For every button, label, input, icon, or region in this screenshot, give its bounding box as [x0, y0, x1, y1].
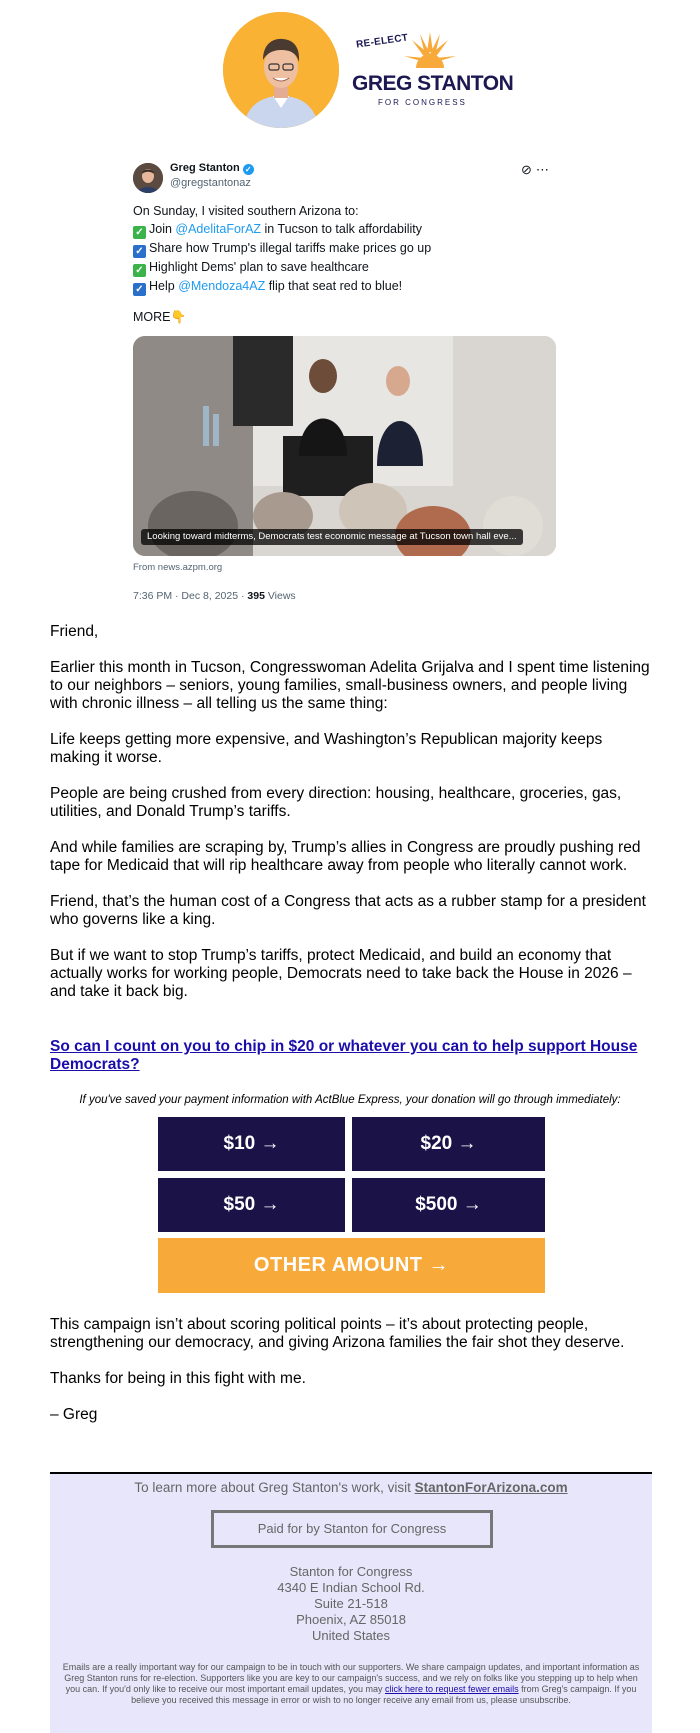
- paragraph: This campaign isn’t about scoring political points – it’s about protecting people, strengthening our democracy, and giving Arizona families the fair shot they deserve.: [50, 1316, 625, 1351]
- verified-badge-icon: ✓: [243, 164, 254, 175]
- grok-icon[interactable]: ⊘: [521, 162, 536, 177]
- donate-50-button[interactable]: $50 →: [158, 1178, 345, 1232]
- letter-body: [50, 623, 655, 1019]
- tweet-timestamp[interactable]: 7:36 PM · Dec 8, 2025 · 395 Views: [133, 590, 296, 602]
- tweet-author-name[interactable]: Greg Stanton: [170, 162, 240, 174]
- campaign-logo: [350, 30, 514, 110]
- checkbox-icon: ✓: [133, 283, 146, 296]
- tweet-item: ✓ Help @Mendoza4AZ flip that seat red to blue!: [133, 277, 553, 296]
- mailing-address: Stanton for Congress 4340 E Indian School Rd. Suite 21-518 Phoenix, AZ 85018 United States: [277, 1564, 425, 1643]
- letter-closing: [50, 1316, 660, 1442]
- paid-for-disclaimer: Paid for by Stanton for Congress: [211, 1510, 493, 1548]
- logo-subtitle: FOR CONGRESS: [378, 98, 467, 107]
- mention-link[interactable]: @AdelitaForAZ: [175, 222, 262, 236]
- email-header: [0, 0, 700, 140]
- pointing-down-icon: 👇: [170, 310, 187, 324]
- email-footer: [50, 1472, 652, 1733]
- actblue-express-note: If you've saved your payment information with ActBlue Express, your donation will go through immediately:: [79, 1094, 621, 1106]
- paragraph: Life keeps getting more expensive, and Washington’s Republican majority keeps making it worse.: [50, 731, 603, 766]
- tweet-item: ✓ Join @AdelitaForAZ in Tucson to talk affordability: [133, 220, 553, 239]
- tweet-actions: [521, 162, 553, 178]
- card-image[interactable]: [133, 336, 556, 556]
- paragraph: Friend, that’s the human cost of a Congress that acts as a rubber stamp for a president who governs like a king.: [50, 893, 646, 928]
- tweet-item: ✓ Share how Trump's illegal tariffs make prices go up: [133, 239, 553, 258]
- sun-icon: [402, 30, 458, 70]
- checkbox-icon: ✓: [133, 245, 146, 258]
- paragraph: And while families are scraping by, Trump’s allies in Congress are proudly pushing red tape for Medicaid that will rip healthcare away from people who literally cannot work.: [50, 839, 641, 874]
- paragraph: But if we want to stop Trump’s tariffs, protect Medicaid, and build an economy that actually works for working people, Democrats need to take back the House in 2026 – and take it back big.: [50, 947, 632, 1000]
- tweet-avatar[interactable]: [133, 163, 163, 193]
- view-count: 395: [247, 590, 265, 602]
- candidate-photo: [223, 12, 339, 128]
- tweet-author[interactable]: [170, 162, 254, 175]
- donate-20-button[interactable]: $20 →: [352, 1117, 545, 1171]
- website-link[interactable]: StantonForArizona.com: [414, 1480, 568, 1495]
- card-source[interactable]: From news.azpm.org: [133, 562, 223, 573]
- link-card[interactable]: [133, 336, 556, 556]
- tweet-handle[interactable]: @gregstantonaz: [170, 177, 251, 189]
- fewer-emails-link[interactable]: click here to request fewer emails: [385, 1684, 519, 1694]
- tweet-item: ✓ Highlight Dems' plan to save healthcare: [133, 258, 553, 277]
- learn-more: To learn more about Greg Stanton's work, visit StantonForArizona.com: [134, 1480, 568, 1495]
- card-caption[interactable]: Looking toward midterms, Democrats test economic message at Tucson town hall eve...: [141, 529, 523, 545]
- greeting: Friend,: [50, 623, 99, 640]
- mention-link[interactable]: @Mendoza4AZ: [178, 279, 266, 293]
- check-mark-icon: ✓: [133, 226, 146, 239]
- logo-reelect: RE-ELECT: [355, 32, 409, 51]
- donate-other-amount-button[interactable]: OTHER AMOUNT →: [158, 1238, 545, 1293]
- donate-10-button[interactable]: $10 →: [158, 1117, 345, 1171]
- more-options-icon[interactable]: ⋯: [535, 162, 553, 177]
- signature: – Greg: [50, 1406, 98, 1423]
- donate-500-button[interactable]: $500 →: [352, 1178, 545, 1232]
- check-mark-icon: ✓: [133, 264, 146, 277]
- paragraph: Thanks for being in this fight with me.: [50, 1370, 306, 1387]
- fine-print: Emails are a really important way for our campaign to be in touch with our supporters. We share campaign updates, and important information as Greg Stanton runs for re-election. Supporters like you are key to our campaign's success, and we rely on folks like you stepping up to help when you can. If you'd only like to receive our most important email updates, you may click here to request fewer emails from Greg's campaign. If you believe you received this message in error or wish to no longer receive any email from us, please unsubscribe.: [62, 1662, 640, 1705]
- donation-ask-link[interactable]: So can I count on you to chip in $20 or whatever you can to help support House Democrats?: [50, 1038, 638, 1073]
- embedded-tweet[interactable]: [123, 150, 568, 602]
- paragraph: Earlier this month in Tucson, Congresswoman Adelita Grijalva and I spent time listening to our neighbors – seniors, young families, small-business owners, and people living with chronic illness – all telling us the same thing:: [50, 659, 650, 712]
- logo-name: GREG STANTON: [352, 72, 514, 95]
- tweet-intro: On Sunday, I visited southern Arizona to:: [133, 204, 359, 218]
- tweet-text: [133, 202, 553, 296]
- tweet-more: MORE👇: [133, 310, 187, 324]
- paragraph: People are being crushed from every direction: housing, healthcare, groceries, gas, utilities, and Donald Trump’s tariffs.: [50, 785, 622, 820]
